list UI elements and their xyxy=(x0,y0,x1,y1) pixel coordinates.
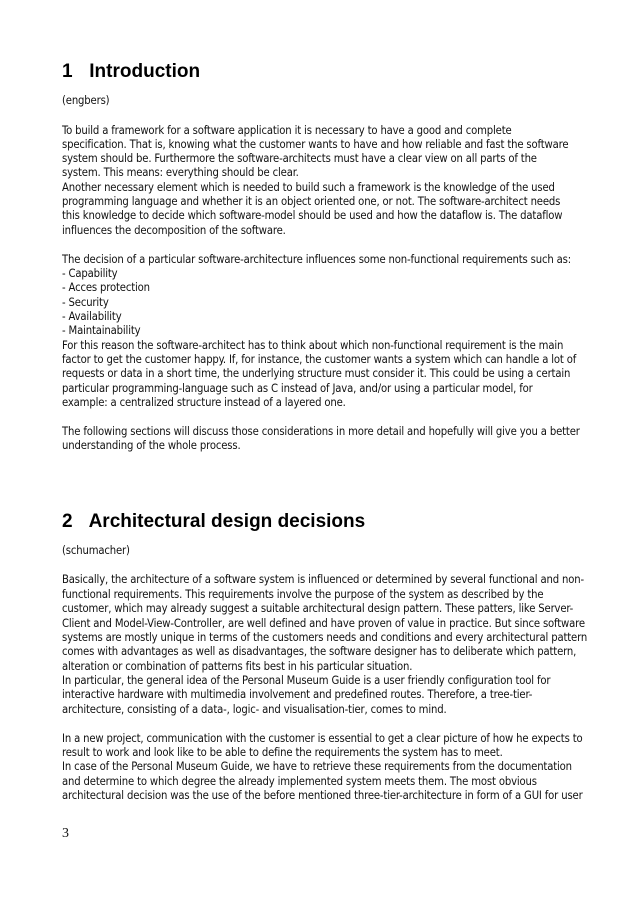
section-2-line: result to work and look like to be able to define the requirements the system has to meet. xyxy=(62,746,503,759)
section-1-line: The following sections will discuss those considerations in more detail and hopefully will give you a better xyxy=(62,425,580,438)
section-2-line: alteration or combination of patterns fits best in his particular situation. xyxy=(62,660,413,673)
section-2-line: In particular, the general idea of the Personal Museum Guide is a user friendly configuration tool for xyxy=(62,674,551,687)
section-1-heading xyxy=(62,61,200,83)
section-2-line: comes with advantages as well as disadvantages, the software designer has to deliberate which pattern, xyxy=(62,645,577,658)
section-1-line: system. This means: everything should be clear. xyxy=(62,166,299,179)
section-2-line: Basically, the architecture of a software system is influenced or determined by several functional and non- xyxy=(62,573,584,586)
section-1-title: Introduction xyxy=(89,61,201,82)
section-1-author: (engbers) xyxy=(62,94,110,107)
section-1-line: influences the decomposition of the software. xyxy=(62,224,286,237)
section-1-line: understanding of the whole process. xyxy=(62,439,241,452)
section-2-heading xyxy=(62,511,365,533)
section-2-line: architectural decision was the use of the before mentioned three-tier-architecture in form of a GUI for user xyxy=(62,789,583,802)
page-number: 3 xyxy=(62,826,69,841)
section-2-title: Architectural design decisions xyxy=(88,511,366,532)
section-1-line: To build a framework for a software application it is necessary to have a good and complete xyxy=(62,124,512,137)
section-2-line: interactive hardware with multimedia involvement and predefined routes. Therefore, a tree-tier- xyxy=(62,688,533,701)
section-1-line: programming language and whether it is an object oriented one, or not. The software-architect needs xyxy=(62,195,561,208)
section-2-line: and determine to which degree the already implemented system meets them. The most obvious xyxy=(62,775,537,788)
section-2-line: architecture, consisting of a data-, logic- and visualisation-tier, comes to mind. xyxy=(62,703,447,716)
list-item: - Availability xyxy=(62,310,122,323)
section-1-line: For this reason the software-architect has to think about which non-functional requirement is the main xyxy=(62,339,564,352)
section-1-line: requests or data in a short time, the underlying structure must consider it. This could be using a certain xyxy=(62,367,571,380)
section-1-line: particular programming-language such as C instead of Java, and/or using a particular model, for xyxy=(62,382,533,395)
list-item: - Acces protection xyxy=(62,281,150,294)
section-2-line: functional requirements. This requirements involve the purpose of the system as described by the xyxy=(62,588,544,601)
section-2-line: systems are mostly unique in terms of the customers needs and conditions and every architectural pattern xyxy=(62,631,588,644)
section-1-line: this knowledge to decide which software-model should be used and how the dataflow is. The dataflow xyxy=(62,209,563,222)
section-1-line: Another necessary element which is needed to build such a framework is the knowledge of the used xyxy=(62,181,555,194)
section-2-line: In case of the Personal Museum Guide, we have to retrieve these requirements from the documentation xyxy=(62,760,572,773)
section-1-number: 1 xyxy=(62,61,73,82)
list-item: - Security xyxy=(62,296,109,309)
section-1-line: system should be. Furthermore the software-architects must have a clear view on all parts of the xyxy=(62,152,537,165)
section-2-line: In a new project, communication with the customer is essential to get a clear picture of how he expects to xyxy=(62,732,583,745)
section-1-line: factor to get the customer happy. If, for instance, the customer wants a system which can handle a lot of xyxy=(62,353,577,366)
section-1-line: specification. That is, knowing what the customer wants to have and how reliable and fast the software xyxy=(62,138,569,151)
section-2-author: (schumacher) xyxy=(62,544,130,557)
list-item: - Capability xyxy=(62,267,118,280)
section-1-line: example: a centralized structure instead of a layered one. xyxy=(62,396,346,409)
section-2-line: Client and Model-View-Controller, are well defined and have proven of value in practice. But since software xyxy=(62,617,585,630)
section-2-number: 2 xyxy=(62,511,73,532)
section-1-line: The decision of a particular software-architecture influences some non-functional requirements such as: xyxy=(62,253,571,266)
list-item: - Maintainability xyxy=(62,324,141,337)
section-2-line: customer, which may already suggest a suitable architectural design pattern. These patters, like Server- xyxy=(62,602,574,615)
